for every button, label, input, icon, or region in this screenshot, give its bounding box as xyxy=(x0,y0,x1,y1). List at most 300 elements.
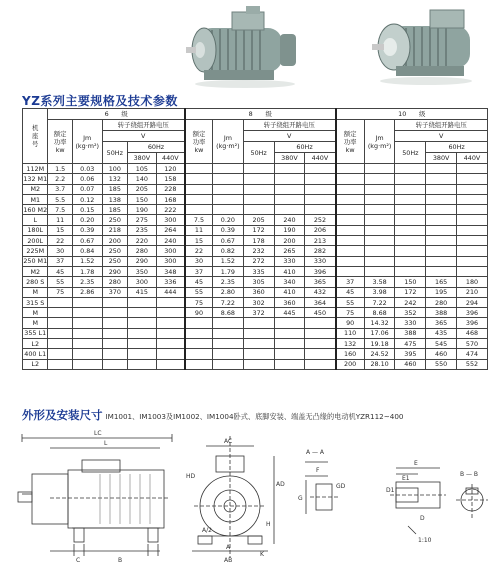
cell-g10-0 xyxy=(336,215,365,225)
cell-g6-0: 7.5 xyxy=(48,205,72,215)
cell-g6-2: 185 xyxy=(102,184,127,194)
cell-g10-2 xyxy=(395,184,426,194)
cell-g10-1 xyxy=(364,266,395,276)
spec-row xyxy=(23,318,488,328)
cell-g8-1 xyxy=(213,328,244,338)
cell-g8-1 xyxy=(213,339,244,349)
cell-g6-3: 280 xyxy=(128,246,157,256)
cell-g8-4: 396 xyxy=(305,266,336,276)
cell-g10-3: 435 xyxy=(426,328,457,338)
cell-g10-1 xyxy=(364,215,395,225)
header-380v-10: 380V xyxy=(426,153,457,164)
cell-g6-3 xyxy=(128,339,157,349)
header-50hz-10: 50Hz xyxy=(395,142,426,164)
cell-g10-4 xyxy=(457,246,488,256)
cell-g8-3 xyxy=(274,194,305,204)
header-440v-10: 440V xyxy=(457,153,488,164)
cell-g8-4 xyxy=(305,194,336,204)
cell-g8-2: 360 xyxy=(243,287,274,297)
cell-g6-0 xyxy=(48,339,72,349)
cell-frame: 160 M2 xyxy=(23,205,48,214)
cell-g10-1: 3.98 xyxy=(364,287,395,297)
cell-g8-2 xyxy=(243,164,274,174)
cell-g6-3: 105 xyxy=(128,164,157,174)
spec-title: YZ系列主要规格及技术参数 xyxy=(22,94,178,108)
cell-g10-1 xyxy=(364,225,395,235)
spec-row xyxy=(23,194,488,204)
cell-g6-4: 444 xyxy=(156,287,185,297)
header-440v-8: 440V xyxy=(305,153,336,164)
cell-g8-2 xyxy=(243,339,274,349)
cell-g6-3: 350 xyxy=(128,266,157,276)
cell-g8-1: 0.82 xyxy=(213,246,244,256)
cell-g8-4 xyxy=(305,328,336,338)
cell-frame: M xyxy=(23,308,48,318)
cell-g6-3 xyxy=(128,318,157,328)
cell-g6-4 xyxy=(156,359,185,369)
cell-frame: 112M xyxy=(23,164,48,174)
side-view-drawing xyxy=(18,434,172,556)
cell-g6-4: 300 xyxy=(156,256,185,266)
cell-g10-0: 55 xyxy=(336,297,365,307)
cell-g8-2: 272 xyxy=(243,256,274,266)
cell-g10-4 xyxy=(457,184,488,194)
label-d1: D1 xyxy=(386,487,395,494)
cell-g6-4 xyxy=(156,318,185,328)
cell-g10-3 xyxy=(426,236,457,246)
header-pole-6: 6 级 xyxy=(48,109,185,120)
cell-frame: 355 L1 xyxy=(24,329,47,338)
label-d: D xyxy=(420,515,425,522)
cell-g10-2: 330 xyxy=(395,318,426,328)
cell-g8-1: 8.68 xyxy=(213,308,244,318)
cell-g10-1: 28.10 xyxy=(364,359,395,369)
cell-g8-0 xyxy=(185,164,213,174)
cell-g8-4 xyxy=(305,205,336,215)
cell-g6-1 xyxy=(72,339,102,349)
spec-row xyxy=(23,287,488,297)
cell-g10-3 xyxy=(426,205,457,215)
cell-g8-4 xyxy=(305,184,336,194)
cell-g10-4: 552 xyxy=(457,359,488,369)
label-hd: HD xyxy=(186,473,196,480)
cell-g6-4 xyxy=(156,328,185,338)
header-voltage-unit-8: V xyxy=(243,131,335,142)
cell-g6-4: 158 xyxy=(156,174,185,184)
cell-g6-4: 168 xyxy=(156,194,185,204)
front-view-drawing xyxy=(192,436,274,558)
spec-row xyxy=(23,236,488,246)
cell-g6-0: 22 xyxy=(48,236,72,246)
cell-g6-1: 1.78 xyxy=(72,266,102,276)
cell-g10-1 xyxy=(364,184,395,194)
cell-frame: M2 xyxy=(23,266,48,276)
cell-g6-2 xyxy=(102,318,127,328)
cell-g10-3 xyxy=(426,164,457,174)
cell-g8-0 xyxy=(185,339,213,349)
header-power-10: 额定 功率 kw xyxy=(336,120,365,164)
cell-g10-2: 475 xyxy=(395,339,426,349)
cell-g8-2 xyxy=(243,174,274,184)
cell-g10-2 xyxy=(395,225,426,235)
cell-g8-3: 240 xyxy=(274,215,305,225)
cell-g10-4: 210 xyxy=(457,287,488,297)
cell-g10-0: 90 xyxy=(336,318,365,328)
cell-g10-3: 545 xyxy=(426,339,457,349)
cell-g10-0: 200 xyxy=(336,359,365,369)
cell-g8-0: 7.5 xyxy=(185,215,213,225)
cell-g6-4: 228 xyxy=(156,184,185,194)
cell-g10-2 xyxy=(395,236,426,246)
header-voltage-unit-10: V xyxy=(395,131,488,142)
cell-frame: M2 xyxy=(23,184,48,194)
cell-g10-4: 180 xyxy=(457,277,488,287)
cell-g10-3 xyxy=(426,184,457,194)
label-section-aa: A — A xyxy=(306,449,325,456)
cell-g10-0 xyxy=(336,266,365,276)
cell-frame: L2 xyxy=(23,359,48,369)
cell-g8-4: 432 xyxy=(305,287,336,297)
label-f: F xyxy=(316,467,320,474)
cell-g6-3: 190 xyxy=(128,205,157,215)
cell-g8-1 xyxy=(213,205,244,215)
cell-g6-1 xyxy=(72,297,102,307)
cell-g6-4 xyxy=(156,297,185,307)
cell-g8-2: 178 xyxy=(243,236,274,246)
cell-g10-2 xyxy=(395,174,426,184)
cell-g8-0 xyxy=(185,194,213,204)
cell-g10-2 xyxy=(395,246,426,256)
cell-g8-1: 1.52 xyxy=(213,256,244,266)
label-h: H xyxy=(266,521,271,528)
cell-g8-4 xyxy=(305,164,336,174)
cell-g10-0: 132 xyxy=(336,339,365,349)
cell-g8-3 xyxy=(274,184,305,194)
cell-g10-0: 75 xyxy=(336,308,365,318)
section-a-drawing xyxy=(305,462,340,514)
cell-g8-2 xyxy=(243,194,274,204)
cell-g6-0 xyxy=(48,308,72,318)
spec-table xyxy=(22,108,488,370)
spec-row xyxy=(23,277,488,287)
cell-g6-2 xyxy=(102,297,127,307)
label-k: K xyxy=(260,551,264,558)
cell-g6-2: 138 xyxy=(102,194,127,204)
spec-row xyxy=(23,359,488,369)
cell-g10-0 xyxy=(336,164,365,174)
label-ad: AD xyxy=(276,481,285,488)
cell-g8-3 xyxy=(274,328,305,338)
cell-g10-3 xyxy=(426,246,457,256)
cell-g8-0 xyxy=(185,328,213,338)
cell-g10-1: 14.32 xyxy=(364,318,395,328)
cell-g10-4 xyxy=(457,174,488,184)
cell-g6-1: 0.15 xyxy=(72,205,102,215)
cell-g10-3: 165 xyxy=(426,277,457,287)
cell-g10-3 xyxy=(426,215,457,225)
cell-g6-1: 0.12 xyxy=(72,194,102,204)
cell-frame: M1 xyxy=(23,194,48,204)
cell-g10-2: 460 xyxy=(395,359,426,369)
cell-g10-2 xyxy=(395,205,426,215)
cell-g6-1: 0.67 xyxy=(72,236,102,246)
cell-g8-2 xyxy=(243,318,274,328)
cell-g8-2 xyxy=(243,205,274,215)
cell-g10-4: 474 xyxy=(457,349,488,359)
cell-g6-1: 2.35 xyxy=(72,277,102,287)
cell-g6-1: 1.52 xyxy=(72,256,102,266)
cell-g10-2: 388 xyxy=(395,328,426,338)
label-b: B xyxy=(118,557,123,564)
label-g: G xyxy=(298,495,303,502)
cell-g8-2: 335 xyxy=(243,266,274,276)
header-voltage-unit-6: V xyxy=(102,131,185,142)
cell-g10-1 xyxy=(364,256,395,266)
cell-g10-0: 45 xyxy=(336,287,365,297)
shaft-end-drawing xyxy=(390,468,446,534)
cell-g8-2: 305 xyxy=(243,277,274,287)
cell-g10-1 xyxy=(364,174,395,184)
cell-g10-3 xyxy=(426,266,457,276)
header-power-6: 额定 功率 kw xyxy=(48,120,72,164)
spec-table-body xyxy=(23,164,488,370)
cell-g10-2: 352 xyxy=(395,308,426,318)
spec-row xyxy=(23,225,488,235)
cell-g6-0: 1.5 xyxy=(48,164,72,174)
cell-g6-1: 0.84 xyxy=(72,246,102,256)
cell-g8-3 xyxy=(274,205,305,215)
cell-g8-0: 55 xyxy=(185,287,213,297)
cell-g8-1: 1.79 xyxy=(213,266,244,276)
label-lc: LC xyxy=(94,430,102,437)
cell-g8-3: 340 xyxy=(274,277,305,287)
cell-g10-3: 280 xyxy=(426,297,457,307)
cell-g10-1 xyxy=(364,236,395,246)
spec-row xyxy=(23,215,488,225)
cell-g6-3: 220 xyxy=(128,236,157,246)
cell-g10-0 xyxy=(336,205,365,215)
label-a: A xyxy=(226,544,231,551)
header-380v-6: 380V xyxy=(128,153,157,164)
cell-g6-2: 280 xyxy=(102,277,127,287)
cell-frame: L xyxy=(23,215,48,225)
cell-g6-4: 300 xyxy=(156,215,185,225)
cell-g10-1: 17.06 xyxy=(364,328,395,338)
cell-g10-3 xyxy=(426,225,457,235)
header-jm-6: Jm (kg·m²) xyxy=(72,120,102,164)
cell-g8-4: 206 xyxy=(305,225,336,235)
header-pole-10: 10 级 xyxy=(336,109,488,120)
cell-g6-0: 15 xyxy=(48,225,72,235)
cell-g10-1: 7.22 xyxy=(364,297,395,307)
spec-row xyxy=(23,308,488,318)
cell-g6-3: 235 xyxy=(128,225,157,235)
cell-g6-4: 348 xyxy=(156,266,185,276)
cell-g10-4 xyxy=(457,215,488,225)
dimensions-title: 外形及安装尺寸 xyxy=(22,408,103,422)
cell-g8-4 xyxy=(305,174,336,184)
cell-g10-4: 468 xyxy=(457,328,488,338)
cell-g8-0 xyxy=(185,174,213,184)
cell-g6-1: 0.20 xyxy=(72,215,102,225)
cell-g8-2: 205 xyxy=(243,215,274,225)
cell-g6-0 xyxy=(48,349,72,359)
cell-g8-3: 265 xyxy=(274,246,305,256)
cell-g6-4: 240 xyxy=(156,236,185,246)
cell-g10-1 xyxy=(364,205,395,215)
cell-g8-1 xyxy=(213,359,244,369)
dimensions-description: IM1001、IM1003及IM1002、IM1004卧式、底脚安装、端盖无凸缘的电动机YZR112~400 xyxy=(105,412,404,421)
cell-g8-4: 364 xyxy=(305,297,336,307)
spec-row xyxy=(23,349,488,359)
cell-g8-1: 0.67 xyxy=(213,236,244,246)
cell-g8-4: 365 xyxy=(305,277,336,287)
cell-g8-2: 232 xyxy=(243,246,274,256)
cell-g6-2 xyxy=(102,308,127,318)
cell-g6-2 xyxy=(102,349,127,359)
spec-row xyxy=(23,174,488,184)
cell-g10-3: 550 xyxy=(426,359,457,369)
cell-g8-0 xyxy=(185,184,213,194)
cell-g8-2 xyxy=(243,328,274,338)
cell-g8-0: 75 xyxy=(185,297,213,307)
cell-g10-0 xyxy=(336,225,365,235)
cell-g8-4: 330 xyxy=(305,256,336,266)
header-440v-6: 440V xyxy=(156,153,185,164)
header-pole-8: 8 级 xyxy=(185,109,336,120)
cell-g10-0 xyxy=(336,194,365,204)
cell-g8-1 xyxy=(213,318,244,328)
cell-frame: 400 L1 xyxy=(24,349,47,358)
cell-g8-2 xyxy=(243,349,274,359)
cell-g10-4 xyxy=(457,205,488,215)
cell-g6-4 xyxy=(156,308,185,318)
cell-g8-4 xyxy=(305,339,336,349)
cell-g8-3 xyxy=(274,164,305,174)
label-e1: E1 xyxy=(402,475,410,482)
cell-g8-0 xyxy=(185,359,213,369)
cell-g6-3 xyxy=(128,308,157,318)
cell-g6-2: 200 xyxy=(102,236,127,246)
cell-g6-0 xyxy=(48,328,72,338)
cell-g6-2 xyxy=(102,328,127,338)
cell-g10-4: 570 xyxy=(457,339,488,349)
header-voltage-10: 转子绕组开路电压 xyxy=(395,120,488,131)
cell-g10-1 xyxy=(364,246,395,256)
cell-g6-2: 185 xyxy=(102,205,127,215)
cell-g8-1: 0.39 xyxy=(213,225,244,235)
cell-g6-4 xyxy=(156,339,185,349)
cell-g10-3 xyxy=(426,194,457,204)
cell-g10-2 xyxy=(395,266,426,276)
cell-g8-4: 450 xyxy=(305,308,336,318)
cell-g6-2: 250 xyxy=(102,246,127,256)
cell-g8-3 xyxy=(274,339,305,349)
cell-g6-1: 0.06 xyxy=(72,174,102,184)
cell-g10-4 xyxy=(457,256,488,266)
cell-g10-1: 24.52 xyxy=(364,349,395,359)
cell-g8-3: 410 xyxy=(274,266,305,276)
header-voltage-6: 转子绕组开路电压 xyxy=(102,120,185,131)
cell-g8-3: 190 xyxy=(274,225,305,235)
cell-g8-3 xyxy=(274,318,305,328)
cell-g6-1 xyxy=(72,308,102,318)
spec-table-wrap xyxy=(22,108,488,400)
cell-g10-3 xyxy=(426,174,457,184)
label-ab: AB xyxy=(224,557,233,564)
header-60hz-8: 60Hz xyxy=(274,142,336,153)
cell-g8-0: 22 xyxy=(185,246,213,256)
cell-g6-2 xyxy=(102,359,127,369)
cell-g6-0: 5.5 xyxy=(48,194,72,204)
header-50hz-8: 50Hz xyxy=(243,142,274,164)
cell-g10-1: 8.68 xyxy=(364,308,395,318)
cell-g6-2: 290 xyxy=(102,266,127,276)
cell-g10-0 xyxy=(336,184,365,194)
spec-row xyxy=(23,297,488,307)
cell-g6-0: 11 xyxy=(48,215,72,225)
cell-g6-3 xyxy=(128,297,157,307)
cell-g6-1 xyxy=(72,328,102,338)
cell-g6-1: 0.03 xyxy=(72,164,102,174)
label-gd: GD xyxy=(336,483,346,490)
cell-g10-4 xyxy=(457,266,488,276)
cell-g8-4: 282 xyxy=(305,246,336,256)
label-taper: 1:10 xyxy=(418,537,432,544)
cell-g8-0 xyxy=(185,349,213,359)
motor-photo-right xyxy=(372,4,480,86)
cell-g10-1: 3.58 xyxy=(364,277,395,287)
dimension-drawings-svg xyxy=(10,426,494,567)
cell-g6-1: 2.86 xyxy=(72,287,102,297)
cell-g8-1: 7.22 xyxy=(213,297,244,307)
cell-g10-0 xyxy=(336,236,365,246)
label-l: L xyxy=(104,440,108,447)
cell-g6-3: 150 xyxy=(128,194,157,204)
cell-g6-3: 140 xyxy=(128,174,157,184)
cell-g6-2: 370 xyxy=(102,287,127,297)
cell-g10-2: 242 xyxy=(395,297,426,307)
cell-g6-0: 75 xyxy=(48,287,72,297)
header-voltage-8: 转子绕组开路电压 xyxy=(243,120,335,131)
cell-frame: M xyxy=(23,287,48,297)
cell-frame: 250 M1 xyxy=(23,257,48,266)
cell-frame: L2 xyxy=(23,339,48,349)
cell-frame: 225M xyxy=(23,246,48,256)
cell-g10-3: 460 xyxy=(426,349,457,359)
cell-g10-4: 396 xyxy=(457,308,488,318)
cell-frame: 315 S xyxy=(23,297,48,307)
cell-g6-3: 275 xyxy=(128,215,157,225)
cell-g6-1 xyxy=(72,318,102,328)
cell-g8-3: 445 xyxy=(274,308,305,318)
cell-g8-3: 200 xyxy=(274,236,305,246)
cell-g6-3 xyxy=(128,349,157,359)
cell-g10-0: 37 xyxy=(336,277,365,287)
cell-frame: 132 M1 xyxy=(23,174,48,183)
cell-g10-0: 160 xyxy=(336,349,365,359)
cell-g10-0 xyxy=(336,256,365,266)
cell-g10-0 xyxy=(336,174,365,184)
cell-g6-0: 45 xyxy=(48,266,72,276)
cell-g8-3 xyxy=(274,174,305,184)
spec-row xyxy=(23,328,488,338)
cell-g8-3: 360 xyxy=(274,297,305,307)
header-frame: 机 座 号 xyxy=(23,109,48,164)
label-c: C xyxy=(76,557,81,564)
cell-g6-4: 264 xyxy=(156,225,185,235)
cell-g10-3: 388 xyxy=(426,308,457,318)
